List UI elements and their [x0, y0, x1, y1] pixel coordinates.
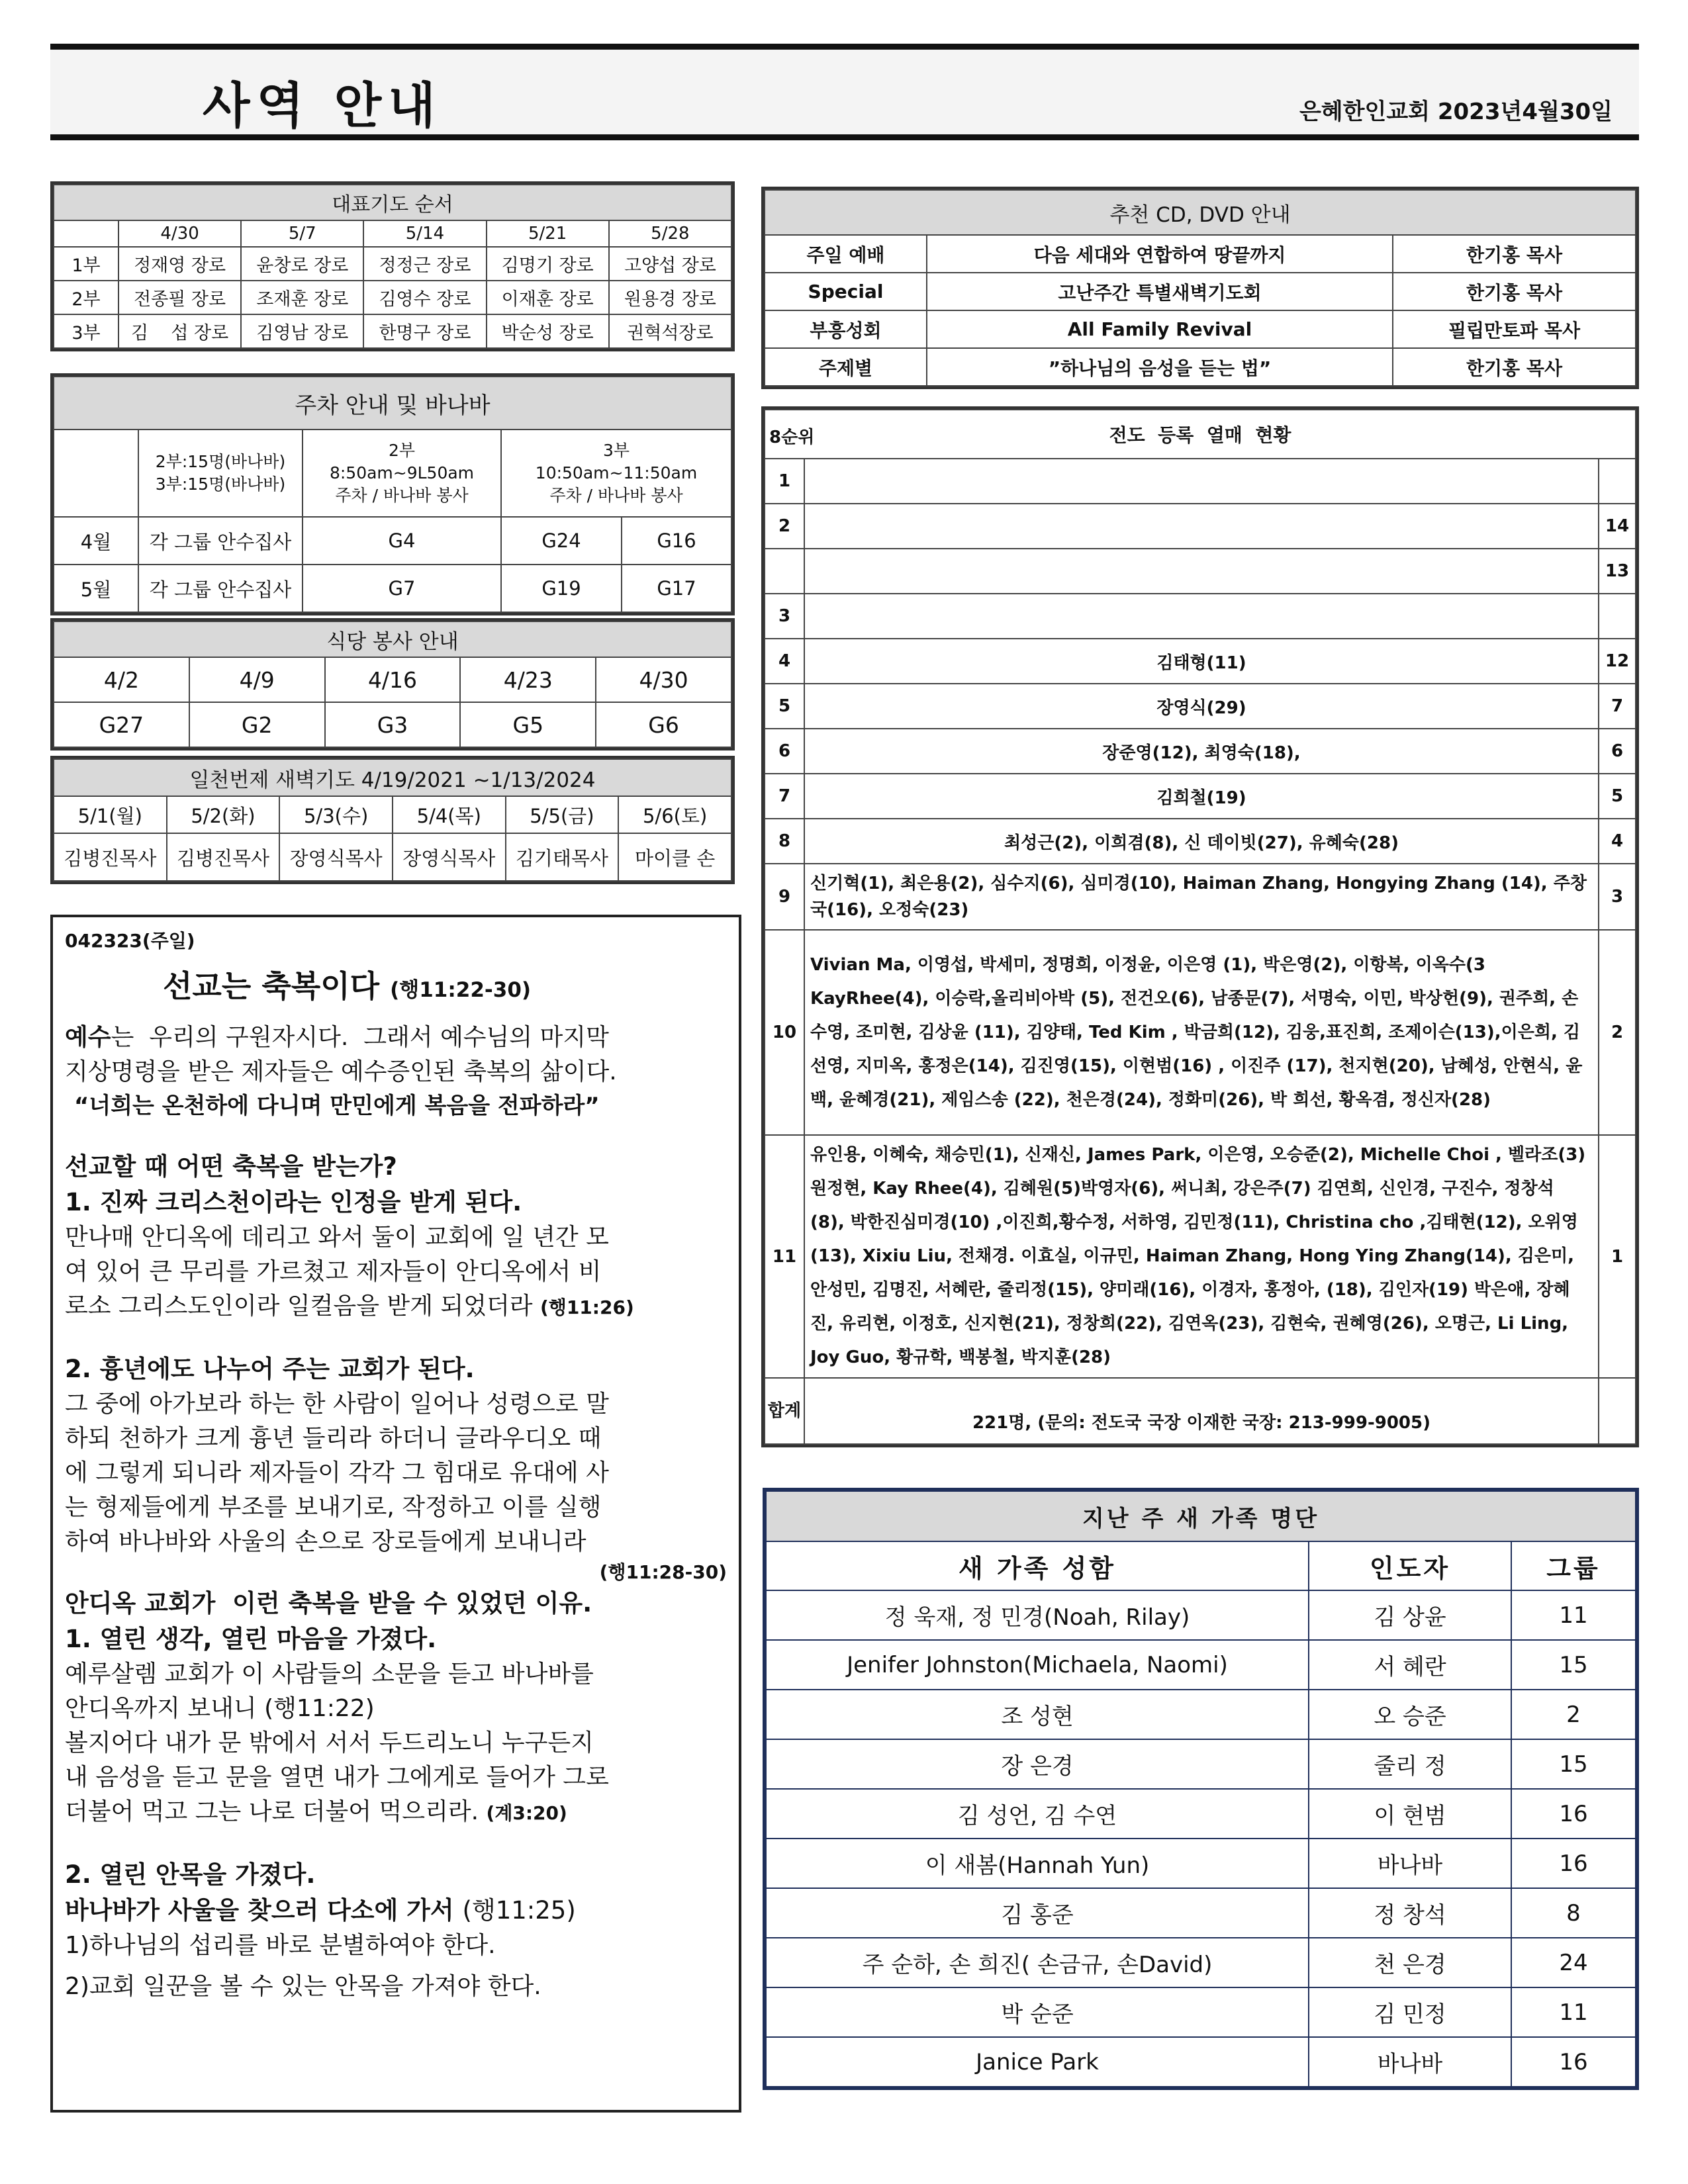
sermon-heading: 2. 열린 안목을 가졌다. [65, 1860, 316, 1889]
prayer-order-table [50, 181, 735, 351]
evangelism-row: 5 장영식(29) 7 [765, 684, 1636, 729]
dining-title: 식당 봉사 안내 [54, 621, 731, 657]
prayer-row [54, 281, 731, 314]
prayer-name: 권혁석장로 [609, 314, 731, 348]
prayer-name: 전종필 장로 [118, 281, 241, 314]
sermon-heading: 1. 열린 생각, 열린 마음을 가졌다. [65, 1625, 437, 1653]
cd-row: 주일 예배 다음 세대와 연합하여 땅끝까지 한기홍 목사 [765, 235, 1636, 273]
prayer-name: 김영수 장로 [363, 281, 486, 314]
prayer-name: 김 섭 장로 [118, 314, 241, 348]
prayer-name: 박순성 장로 [487, 314, 609, 348]
parking-service-3: 3부 10:50am~11:50am 주차 / 바나바 봉사 [501, 430, 731, 517]
col-name: 새 가족 성함 [766, 1541, 1309, 1590]
sermon-heading: 2. 흉년에도 나누어 주는 교회가 된다. [65, 1355, 475, 1383]
dawn-pastor: 장영식목사 [279, 833, 393, 881]
evangelism-row: 10 Vivian Ma, 이영섭, 박세미, 정명희, 이정윤, 이은영 (1), 박은영(2), 이항복, 이옥수(3 KayRhee(4), 이승락,올리비아박 (5), 전건오(6), 남종문(7), 서명숙, 이민, 박상헌(9), 권주희, 손수영, 조미현, 김상윤 (11), 김양태, Ted Kim , 박금희(12), 김웅,표진희, 조제이슨(13),이은희, 김선영, 지미옥, 홍정은(14), 김진영(15), 이현범(16) , 이진주 (17), 천지현(20), 남혜성, 안현식, 윤백, 윤혜경(21), 제임스송 (22), 천은경(24), 정화미(26), 박 희선, 황옥겸, 정신자(28) 2 [765, 930, 1636, 1135]
sermon-heading: 1. 진짜 크리스천이라는 인정을 받게 된다. [65, 1188, 522, 1216]
prayer-date: 5/21 [487, 220, 609, 247]
dining-group: G27 [54, 702, 189, 747]
evangelism-row: 6 장준영(12), 최영숙(18), 6 [765, 729, 1636, 774]
family-row: 이 새봄(Hannah Yun) 바나바 16 [766, 1839, 1636, 1888]
col-group: 그룹 [1511, 1541, 1636, 1590]
total-label: 합계 [765, 1378, 804, 1444]
service-label: 2부 [54, 281, 118, 314]
family-row: Janice Park 바나바 16 [766, 2037, 1636, 2087]
prayer-name: 정정근 장로 [363, 247, 486, 281]
evangelism-row: 8 최성근(2), 이희겸(8), 신 데이빗(27), 유혜숙(28) 4 [765, 819, 1636, 864]
prayer-name: 윤창로 장로 [241, 247, 363, 281]
church-date: 은혜한인교회 2023년4월30일 [1299, 99, 1613, 125]
cd-row: 부흥성회 All Family Revival 필립만토파 목사 [765, 310, 1636, 348]
prayer-name: 정재영 장로 [118, 247, 241, 281]
dawn-title: 일천번제 새벽기도 4/19/2021 ~1/13/2024 [54, 759, 731, 796]
parking-count: 2부:15명(바나바) 3부:15명(바나바) [138, 430, 303, 517]
parking-table [50, 373, 735, 615]
dining-date: 4/2 [54, 657, 189, 702]
family-row: Jenifer Johnston(Michaela, Naomi) 서 혜란 15 [766, 1640, 1636, 1690]
sermon-notes: 042323(주일) 선교는 축복이다 (행11:22-30) 예수는 우리의 구원자시다. 그래서 예수님의 마지막 지상명령을 받은 제자들은 예수증인된 축복의 삶이다. “너희는 온천하에 다니며 만민에게 복음을 전파하라” 선교할 때 어떤 축복을 받는가? 1. 진짜 크리스천이라는 인정을 받게 된다. 만나매 안디옥에 데리고 와서 둘이 교회에 일 년간 모 여 있어 큰 무리를 가르쳤고 제자들이 안디옥에서 비 로소 그리스도인이라 일컬음을 받게 되었더라 (행11:26) 2. 흉년에도 나누어 주는 교회가 된다. 그 중에 아가보라 하는 한 사람이 일어나 성령으로 말 하되 천하가 크게 흉년 들리라 하더니 글라우디오 때 에 그렇게 되니라 제자들이 각각 그 힘대로 유대에 사 는 형제들에게 부조를 보내기로, 작정하고 이를 실행 하여 바나바와 사울의 손으로 장로들에게 보내니라 (행11:28-30) 안디옥 교회가 이런 축복을 받을 수 있었던 이유. 1. 열린 생각, 열린 마음을 가졌다. 예루살렘 교회가 이 사람들의 소문을 듣고 바나바를 안디옥까지 보내니 (행11:22) 볼지어다 내가 문 밖에서 서서 두드리노니 누구든지 내 음성을 듣고 문을 열면 내가 그에게로 들어가 그로 더불어 먹고 그는 나로 더불어 먹으리라. (계3:20) 2. 열린 안목을 가졌다. 바나바가 사울을 찾으러 다소에 가서 (행11:25) 1)하나님의 섭리를 바로 분별하여야 한다. 2)교회 일꾼을 볼 수 있는 안목을 가져야 한다. [50, 915, 741, 2113]
new-family-table [763, 1488, 1639, 2090]
dining-group: G5 [460, 702, 596, 747]
dining-group: G2 [189, 702, 325, 747]
prayer-name: 김명기 장로 [487, 247, 609, 281]
prayer-name: 김영남 장로 [241, 314, 363, 348]
dawn-pastor: 김병진목사 [167, 833, 280, 881]
dawn-pastor: 장영식목사 [393, 833, 506, 881]
family-row: 조 성현 오 승준 2 [766, 1690, 1636, 1739]
dining-date: 4/16 [325, 657, 461, 702]
evangelism-row: 3 [765, 594, 1636, 639]
prayer-name: 조재훈 장로 [241, 281, 363, 314]
prayer-name: 이재훈 장로 [487, 281, 609, 314]
family-title: 지난 주 새 가족 명단 [766, 1491, 1636, 1541]
dawn-day: 5/5(금) [506, 796, 619, 833]
dining-date: 4/9 [189, 657, 325, 702]
prayer-date: 4/30 [118, 220, 241, 247]
cd-row: Special 고난주간 특별새벽기도회 한기홍 목사 [765, 273, 1636, 310]
dining-group: G6 [596, 702, 731, 747]
prayer-row [54, 314, 731, 348]
evangelism-title: 전도 등록 열매 현황 [1109, 424, 1291, 446]
dawn-day: 5/2(화) [167, 796, 280, 833]
prayer-date: 5/14 [363, 220, 486, 247]
dawn-pastor: 김기태목사 [506, 833, 619, 881]
evangelism-row: 2 14 [765, 504, 1636, 549]
cd-dvd-table [761, 187, 1639, 389]
parking-row: 5월 각 그룹 안수집사 G7 G19 G17 [54, 565, 731, 612]
parking-title: 주차 안내 및 바나바 [54, 377, 731, 430]
dawn-pastor: 마이클 손 [618, 833, 731, 881]
evangelism-row: 7 김희철(19) 5 [765, 774, 1636, 819]
dining-group: G3 [325, 702, 461, 747]
evangelism-table [761, 406, 1639, 1447]
dawn-prayer-table [50, 756, 735, 884]
dawn-day: 5/3(수) [279, 796, 393, 833]
rank-label: 8순위 [769, 428, 815, 447]
family-row: 김 성언, 김 수연 이 현범 16 [766, 1789, 1636, 1839]
cd-title: 추천 CD, DVD 안내 [765, 190, 1636, 235]
prayer-row [54, 247, 731, 281]
prayer-name: 한명구 장로 [363, 314, 486, 348]
prayer-name: 고양섭 장로 [609, 247, 731, 281]
prayer-name: 원용경 장로 [609, 281, 731, 314]
dining-date: 4/30 [596, 657, 731, 702]
evangelism-row: 11 유인용, 이혜숙, 채승민(1), 신재신, James Park, 이은영, 오승준(2), Michelle Choi , 벨라조(3) 원정현, Kay Rhee(4), 김혜원(5)박영자(6), 써니최, 강은주(7) 김연희, 신인경, 구진수, 정창석 (8), 박한진심미경(10) ,이진희,황수정, 서하영, 김민정(11), Christina cho ,김태현(12), 오위영(13), Xixiu Liu, 전채경. 이효실, 이규민, Haiman Zhang, Hong Ying Zhang(14), 김은미, 안성민, 김명진, 서혜란, 줄리정(15), 양미래(16), 이경자, 홍정아, (18), 김인자(19) 박은애, 장혜진, 유리현, 이정호, 신지현(21), 정창희(22), 김연옥(23), 김현숙, 권혜영(26), 오명근, Li Ling, Joy Guo, 황규학, 백봉철, 박지훈(28) 1 [765, 1135, 1636, 1378]
parking-row: 4월 각 그룹 안수집사 G4 G24 G16 [54, 517, 731, 565]
prayer-date: 5/28 [609, 220, 731, 247]
page-header [50, 44, 1639, 140]
family-row: 장 은경 줄리 정 15 [766, 1739, 1636, 1789]
dawn-day: 5/1(월) [54, 796, 167, 833]
family-row: 김 홍준 정 창석 8 [766, 1888, 1636, 1938]
dawn-pastor: 김병진목사 [54, 833, 167, 881]
evangelism-row: 1 [765, 459, 1636, 504]
family-row: 박 순준 김 민정 11 [766, 1987, 1636, 2037]
service-label: 1부 [54, 247, 118, 281]
total-value: 221명, (문의: 전도국 국장 이재한 국장: 213-999-9005) [804, 1378, 1599, 1444]
family-row: 정 욱재, 정 민경(Noah, Rilay) 김 상윤 11 [766, 1590, 1636, 1640]
dining-date: 4/23 [460, 657, 596, 702]
sermon-title: 선교는 축복이다 (행11:22-30) [163, 968, 532, 1004]
sermon-heading: 바나바가 사울을 찾으러 다소에 가서 (행11:25) [65, 1896, 576, 1925]
prayer-date: 5/7 [241, 220, 363, 247]
col-guide: 인도자 [1309, 1541, 1511, 1590]
sermon-heading: 안디옥 교회가 이런 축복을 받을 수 있었던 이유. [65, 1589, 592, 1617]
cd-row: 주제별 ”하나님의 음성을 듣는 법” 한기홍 목사 [765, 348, 1636, 386]
sermon-quote: “너희는 온천하에 다니며 만민에게 복음을 전파하라” [74, 1093, 600, 1119]
dawn-day: 5/4(목) [393, 796, 506, 833]
family-row: 주 순하, 손 희진( 손금규, 손David) 천 은경 24 [766, 1938, 1636, 1987]
service-label: 3부 [54, 314, 118, 348]
prayer-title: 대표기도 순서 [54, 185, 731, 220]
sermon-intro: 예수는 우리의 구원자시다. 그래서 예수님의 마지막 [65, 1024, 609, 1051]
evangelism-total-row [765, 1378, 1636, 1444]
page-title: 사역 안내 [203, 77, 442, 134]
sermon-heading: 선교할 때 어떤 축복을 받는가? [65, 1152, 397, 1181]
parking-service-2: 2부 8:50am~9L50am 주차 / 바나바 봉사 [303, 430, 501, 517]
dining-table [50, 618, 735, 751]
evangelism-row: 13 [765, 549, 1636, 594]
evangelism-row: 9 신기혁(1), 최은용(2), 심수지(6), 심미경(10), Haiman Zhang, Hongying Zhang (14), 주창국(16), 오정숙(23) 3 [765, 864, 1636, 930]
sermon-code: 042323(주일) [65, 930, 195, 952]
evangelism-row: 4 김태형(11) 12 [765, 639, 1636, 684]
dawn-day: 5/6(토) [618, 796, 731, 833]
